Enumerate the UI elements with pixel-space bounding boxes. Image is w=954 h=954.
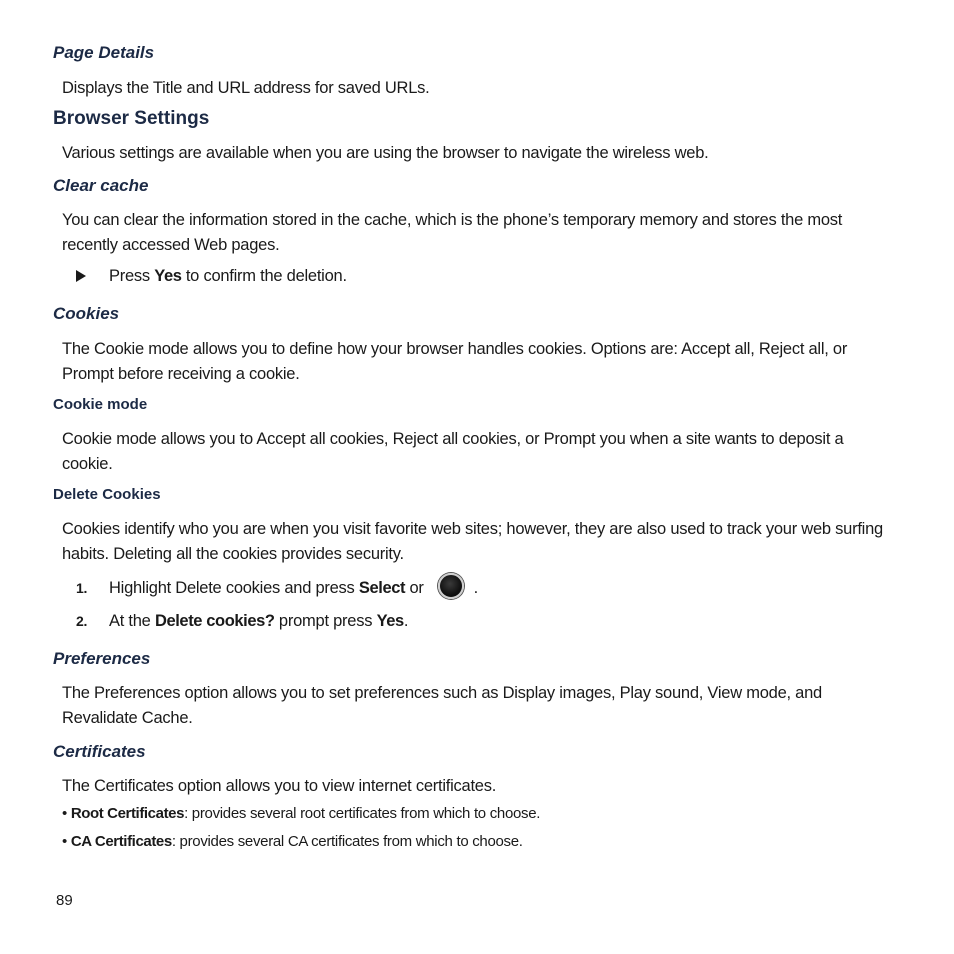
step-text-end: . [403,612,409,630]
step-number: 1. [76,580,88,596]
step-text-pre: At the [109,612,155,630]
preferences-text: The Preferences option allows you to set preferences such as Display images, Play sound, View mode, and Revalidate Cache. [62,684,822,727]
browser-settings-text: Various settings are available when you are using the browser to navigate the wireless web. [62,144,709,162]
step-text-pre: Press [109,267,155,285]
bullet-desc: : provides several root certificates from which to choose. [184,805,541,822]
triangle-right-icon [76,270,86,282]
step-text-end: . [473,579,478,597]
bullet-term: CA Certificates [70,833,172,850]
clear-cache-step [76,264,347,289]
step-text-delete-cookies: Delete cookies? [154,612,275,630]
page-details-text: Displays the Title and URL address for saved URLs. [62,79,430,97]
clear-cache-text: You can clear the information stored in the cache, which is the phone’s temporary memory and stores the most recently accessed Web pages. [62,211,843,254]
bullet-desc: : provides several CA certificates from which to choose. [171,833,523,850]
clear-cache-heading: Clear cache [53,176,149,195]
bullet-mark: • [62,833,67,850]
cookie-mode-heading: Cookie mode [53,396,148,413]
step-text-or: or [405,579,424,597]
bullet-term: Root Certificates [70,805,185,822]
ok-key-icon [438,573,464,599]
step-text-yes: Yes [376,612,404,630]
delete-cookies-heading: Delete Cookies [53,486,161,503]
cookies-text: The Cookie mode allows you to define how your browser handles cookies. Options are: Accept all, Reject all, or Prompt before receiving a cookie. [62,340,848,383]
browser-settings-heading: Browser Settings [53,108,210,129]
page-details-heading: Page Details [53,43,155,62]
step-text-post: to confirm the deletion. [181,267,347,285]
delete-cookies-step-1 [76,573,478,601]
step-text-yes: Yes [154,267,182,285]
step-text-select: Select [358,579,406,597]
cookies-heading: Cookies [53,304,120,323]
list-item-ca-certificates [62,831,523,853]
delete-cookies-text: Cookies identify who you are when you visit favorite web sites; however, they are also used to track your web surfing habits. Deleting all the cookies provides security. [62,520,883,563]
bullet-mark: • [62,805,67,822]
cookie-mode-text: Cookie mode allows you to Accept all cookies, Reject all cookies, or Prompt you when a site wants to deposit a cookie. [62,430,844,473]
delete-cookies-step-2 [76,609,408,634]
step-number: 2. [76,613,88,629]
list-item-root-certificates [62,803,540,825]
certificates-text: The Certificates option allows you to view internet certificates. [62,777,497,795]
preferences-heading: Preferences [53,649,151,668]
step-text-mid: prompt press [274,612,377,630]
certificates-heading: Certificates [53,742,146,761]
page-number: 89 [56,892,73,909]
step-text-pre: Highlight Delete cookies and press [109,579,359,597]
